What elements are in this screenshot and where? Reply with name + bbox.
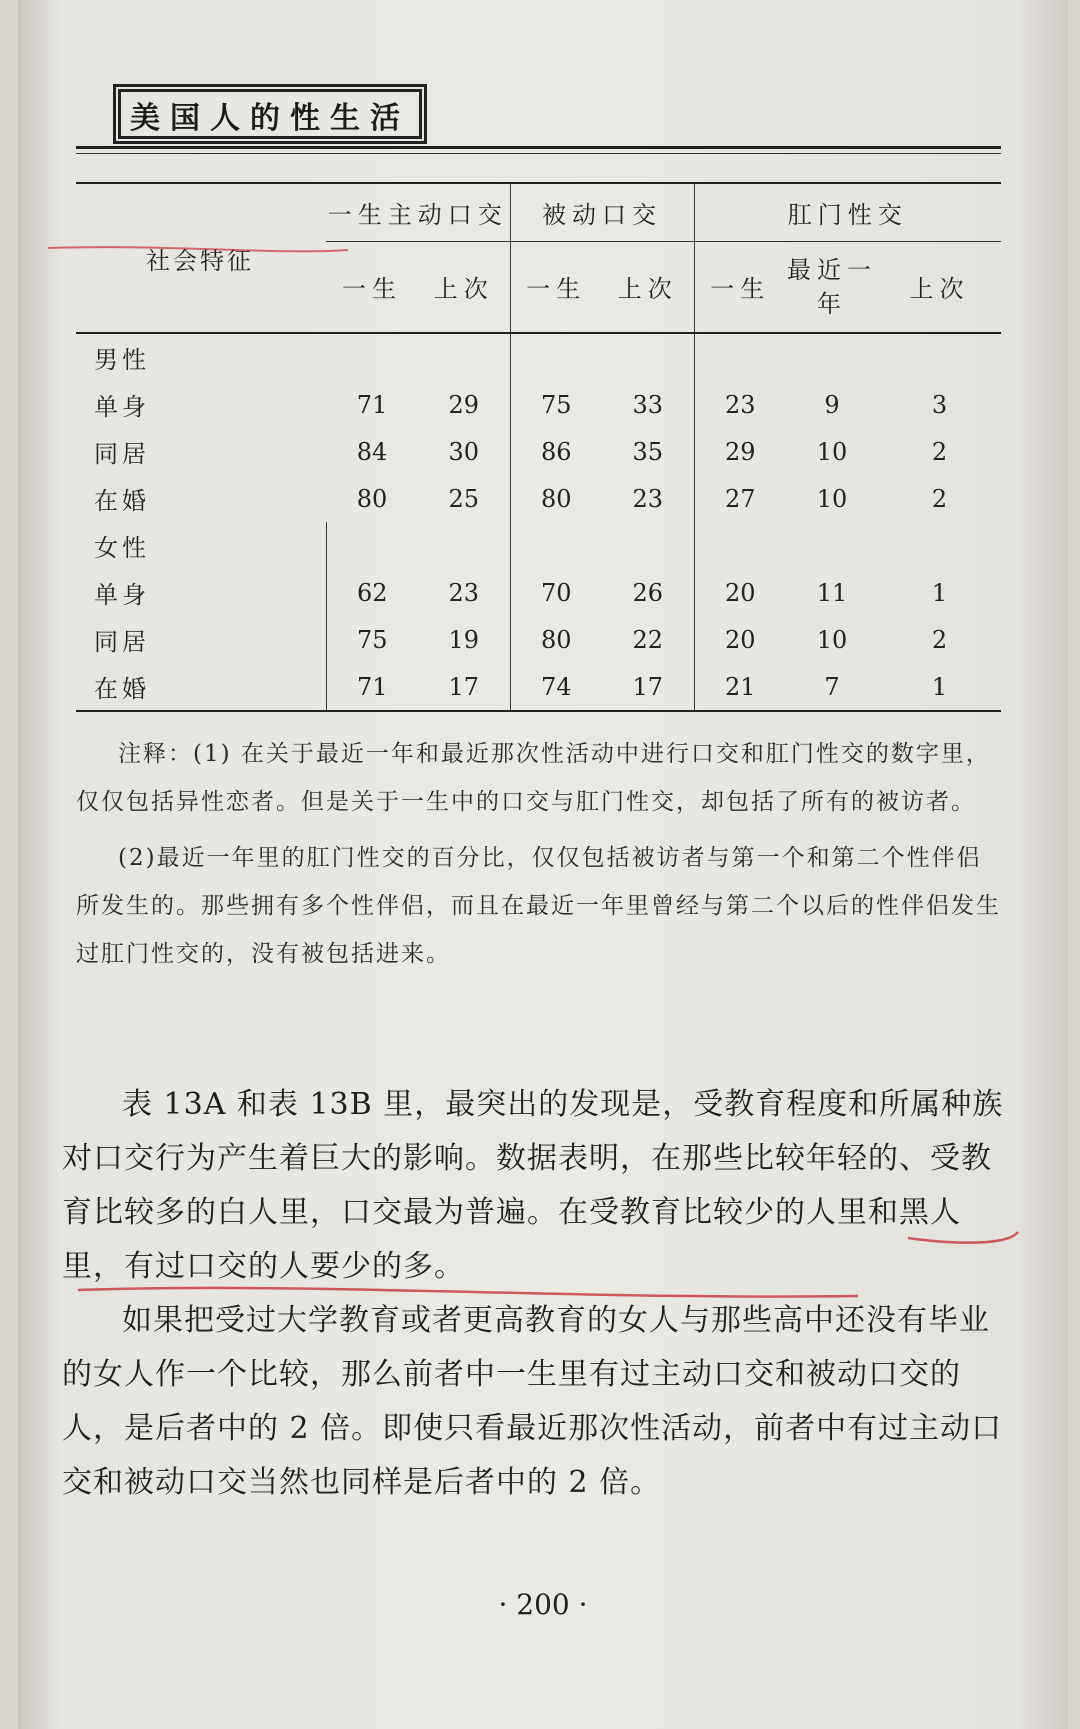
col-group-header: 肛门性交 xyxy=(694,183,1001,241)
cell: 2 xyxy=(931,625,948,654)
cell: 17 xyxy=(602,663,694,711)
cell: 80 xyxy=(510,616,602,663)
col-header: 上次 xyxy=(602,241,694,333)
cell: 75 xyxy=(510,381,602,428)
cell: 1 xyxy=(878,663,1001,711)
cell: 33 xyxy=(632,390,664,419)
cell: 27 xyxy=(694,475,786,522)
cell: 74 xyxy=(510,663,602,711)
cell: 2 xyxy=(931,437,948,466)
row-label: 同居 xyxy=(94,628,150,656)
table-row xyxy=(76,663,1001,711)
col-group-header: 被动口交 xyxy=(510,183,694,241)
running-head: 美国人的性生活 xyxy=(113,84,427,144)
note-2: (2)最近一年里的肛门性交的百分比，仅仅包括被访者与第一个和第二个性伴侣所发生的。那些拥有多个性伴侣，而且在最近一年里曾经与第二个以后的性伴侣发生过肛门性交的，没有被包括进来。 xyxy=(76,845,1001,967)
page-number: · 200 · xyxy=(498,1588,588,1621)
col-header: 最近一年 xyxy=(786,241,878,333)
table-row xyxy=(76,616,1001,663)
cell: 75 xyxy=(326,616,418,663)
cell: 2 xyxy=(931,484,948,513)
cell: 9 xyxy=(824,390,840,419)
col-header: 一生 xyxy=(510,241,602,333)
cell: 86 xyxy=(510,428,602,475)
body-text xyxy=(62,1078,1007,1510)
paragraph: 表 13A 和表 13B 里，最突出的发现是，受教育程度和所属种族对口交行为产生着巨大的影响。数据表明，在那些比较年轻的、受教育比较多的白人里，口交最为普遍。在受教育比较少的人里和黑人里，有过口交的人要少的多。 xyxy=(62,1087,1004,1284)
cell: 35 xyxy=(632,437,664,466)
col-header: 上次 xyxy=(418,241,510,333)
cell: 70 xyxy=(510,569,602,616)
cell: 25 xyxy=(448,484,480,513)
cell: 29 xyxy=(694,428,786,475)
cell: 20 xyxy=(694,569,786,616)
cell: 10 xyxy=(816,437,848,466)
section-label: 女性 xyxy=(94,534,150,562)
header-rule xyxy=(76,146,1001,149)
section-label: 男性 xyxy=(94,346,150,374)
col-header: 上次 xyxy=(878,241,1001,333)
cell: 1 xyxy=(931,578,948,607)
row-label: 单身 xyxy=(94,393,150,421)
cell: 10 xyxy=(816,625,848,654)
col-header: 一生 xyxy=(326,241,418,333)
cell: 71 xyxy=(356,390,388,419)
table-notes xyxy=(76,730,1001,986)
cell: 19 xyxy=(448,625,480,654)
cell: 71 xyxy=(326,663,418,711)
table-row xyxy=(76,569,1001,616)
cell: 62 xyxy=(326,569,418,616)
cell: 22 xyxy=(632,625,664,654)
cell: 20 xyxy=(694,616,786,663)
cell: 3 xyxy=(931,390,948,419)
cell: 29 xyxy=(448,390,480,419)
cell: 80 xyxy=(356,484,388,513)
table-row xyxy=(76,428,1001,475)
cell: 11 xyxy=(816,578,848,607)
col-group-header: 一生主动口交 xyxy=(327,200,508,229)
table-row xyxy=(76,475,1001,522)
col-header: 一生 xyxy=(694,241,786,333)
cell: 84 xyxy=(356,437,388,466)
cell: 23 xyxy=(448,578,480,607)
note-1: 注释：(1) 在关于最近一年和最近那次性活动中进行口交和肛门性交的数字里，仅仅包括异性恋者。但是关于一生中的口交与肛门性交，却包括了所有的被访者。 xyxy=(76,741,991,815)
data-table xyxy=(76,182,1001,712)
table-row xyxy=(76,381,1001,428)
cell: 10 xyxy=(816,484,848,513)
book-page xyxy=(18,0,1068,1729)
row-header: 社会特征 xyxy=(146,246,254,275)
cell: 30 xyxy=(448,437,480,466)
cell: 80 xyxy=(510,475,602,522)
cell: 23 xyxy=(694,381,786,428)
paragraph: 如果把受过大学教育或者更高教育的女人与那些高中还没有毕业的女人作一个比较，那么前者中一生里有过主动口交和被动口交的人，是后者中的 2 倍。即使只看最近那次性活动，前者中有过主动口交和被动口交当然也同样是后者中的 2 倍。 xyxy=(62,1303,1003,1500)
cell: 21 xyxy=(694,663,786,711)
cell: 17 xyxy=(418,663,510,711)
cell: 26 xyxy=(632,578,664,607)
header-rule-thin xyxy=(76,153,1001,154)
row-label: 在婚 xyxy=(94,487,150,515)
row-label: 同居 xyxy=(94,440,150,468)
cell: 7 xyxy=(786,663,878,711)
cell: 23 xyxy=(632,484,664,513)
row-label: 在婚 xyxy=(76,663,326,711)
row-label: 单身 xyxy=(94,581,150,609)
